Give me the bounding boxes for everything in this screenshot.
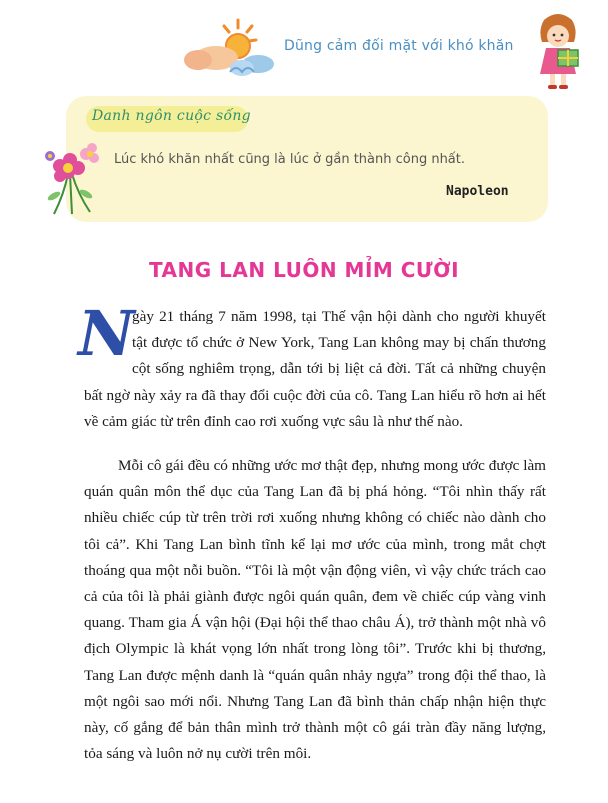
quote-label: Danh ngôn cuộc sống [92, 108, 251, 124]
paragraph-1-text: gày 21 tháng 7 năm 1998, tại Thế vận hội dành cho người khuyết tật được tổ chức ở New York, Tang Lan không may bị chấn thương cột sống nghiêm trọng, dẫn tới bị liệt cả đời. Tất cả những chuyện bất ngờ này xảy ra đã thay đổi cuộc đời của cô. Tang Lan hiểu rõ hơn ai hết về cảm giác từ trên đỉnh cao rơi xuống vực sâu là như thế nào. [84, 308, 546, 430]
dropcap: N [78, 297, 135, 370]
quote-author: Napoleon [446, 184, 509, 199]
series-title: Dũng cảm đối mặt với khó khăn [284, 38, 514, 54]
flower-bouquet-icon [38, 134, 104, 216]
girl-with-gift-icon [528, 12, 588, 92]
quote-text: Lúc khó khăn nhất cũng là lúc ở gần thành công nhất. [114, 152, 466, 167]
paragraph-2: Mỗi cô gái đều có những ước mơ thật đẹp, nhưng mong ước được làm quán quân môn thể dục của Tang Lan đã bị phá hỏng. “Tôi nhìn thấy rất nhiều chiếc cúp từ trên trời rơi xuống nhưng không có chiếc nào dành cho tôi cả”. Khi Tang Lan bình tĩnh kể lại mơ ước của mình, trong mắt chợt thoáng qua một nỗi buồn. “Tôi là một vận động viên, vì vậy chức trách cao cả của tôi là phải giành được ngôi quán quân, đem về chiếc cúp vàng vinh quang. Tham gia Á vận hội (Đại hội thể thao châu Á), trở thành một nhà vô địch Olympic là khát vọng lớn nhất trong lòng tôi”. Trước khi bị thương, Tang Lan được mệnh danh là “quán quân nhảy ngựa” trong đội thể thao, là một ngôi sao mới nổi. Nhưng Tang Lan đã bình thản chấp nhận hiện thực này, cố gắng để bản thân mình trở thành một cô gái tràn đầy năng lượng, tỏa sáng và luôn nở nụ cười trên môi. [84, 457, 546, 763]
paragraph-1 [78, 297, 546, 435]
story-body [78, 297, 546, 767]
story-title: TANG LAN LUÔN MỈM CƯỜI [148, 258, 460, 282]
sun-cloud-icon [168, 14, 288, 80]
